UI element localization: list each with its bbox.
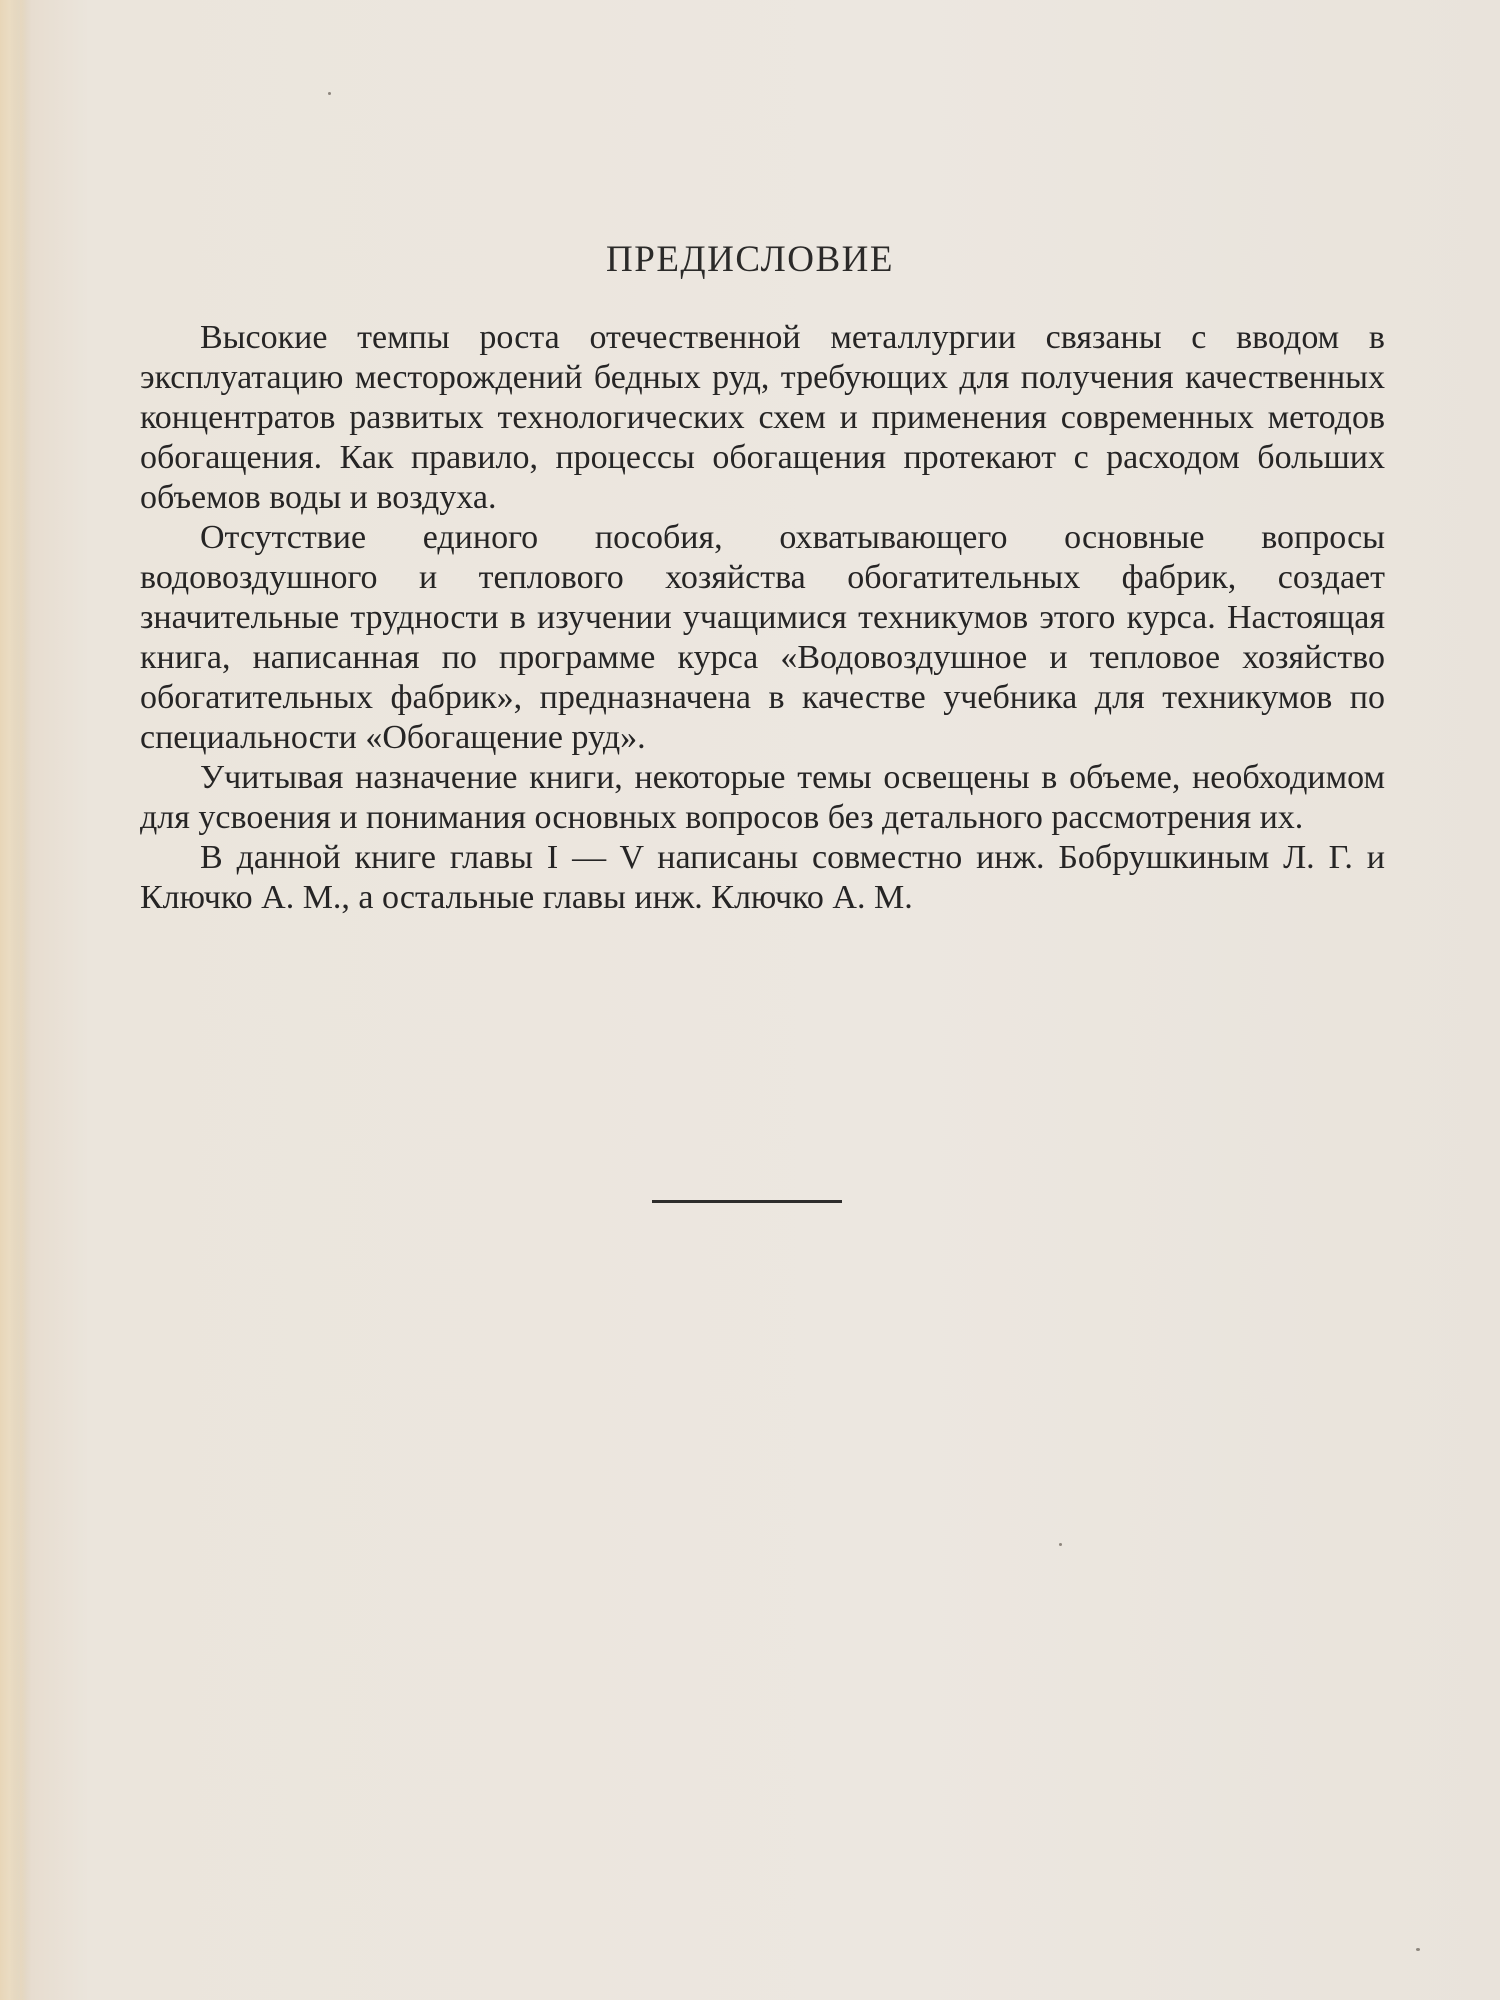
paper-speck bbox=[1059, 1543, 1062, 1546]
paper-speck bbox=[328, 92, 331, 95]
preface-text bbox=[140, 318, 1385, 918]
paragraph-1: Высокие темпы роста отечественной металлургии связаны с вводом в эксплуатацию месторождений бедных руд, требующих для получения качественных концентратов развитых технологических схем и применения современных методов обогащения. Как правило, процессы обогащения протекают с расходом больших объемов воды и воздуха. bbox=[140, 319, 1385, 516]
section-end-rule bbox=[652, 1200, 842, 1203]
page-edge bbox=[20, 0, 26, 2000]
paragraph-4: В данной книге главы I — V написаны совместно инж. Бобрушкиным Л. Г. и Ключко А. М., а остальные главы инж. Ключко А. М. bbox=[140, 839, 1385, 916]
paper-speck bbox=[1416, 1948, 1420, 1951]
paragraph-3: Учитывая назначение книги, некоторые темы освещены в объеме, необходимом для усвоения и понимания основных вопросов без детального рассмотрения их. bbox=[140, 759, 1385, 836]
page-title: ПРЕДИСЛОВИЕ bbox=[606, 239, 894, 280]
paragraph-2: Отсутствие единого пособия, охватывающего основные вопросы водовоздушного и теплового хозяйства обогатительных фабрик, создает значительные трудности в изучении учащимися техникумов этого курса. Настоящая книга, написанная по программе курса «Водовоздушное и тепловое хозяйство обогатительных фабрик», предназначена в качестве учебника для техникумов по специальности «Обогащение руд». bbox=[140, 519, 1385, 756]
